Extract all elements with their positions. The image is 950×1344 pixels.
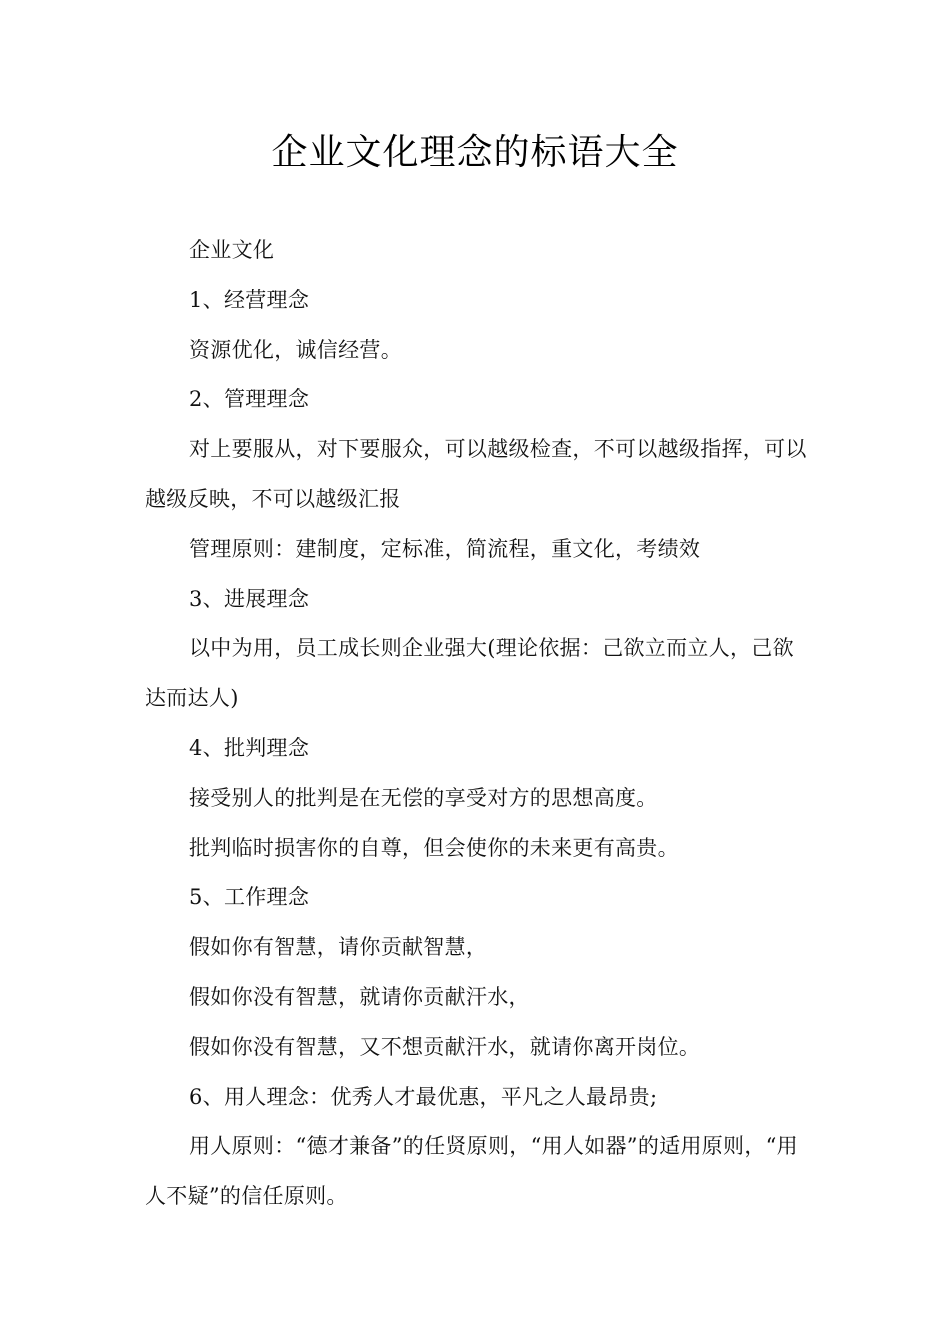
- paragraph-talent-principles: 用人原则：“德才兼备”的任贤原则，“用人如器”的适用原则，“用人不疑”的信任原则。: [145, 1134, 798, 1209]
- paragraph-work-2: 假如你没有智慧，就请你贡献汗水，: [189, 984, 530, 1009]
- document-title: 企业文化理念的标语大全: [271, 132, 679, 173]
- paragraph-work-1: 假如你有智慧，请你贡献智慧，: [189, 935, 488, 960]
- paragraph-heading-criticism-philosophy: 4、批判理念: [189, 735, 310, 760]
- paragraph-heading-development-philosophy: 3、进展理念: [189, 586, 310, 611]
- paragraph-heading-business-philosophy: 1、经营理念: [189, 287, 310, 312]
- paragraph-development-philosophy: 以中为用，员工成长则企业强大(理论依据：己欲立而立人，己欲达而达人): [145, 636, 794, 711]
- paragraph-heading-management-philosophy: 2、管理理念: [189, 387, 310, 412]
- paragraph-heading-work-philosophy: 5、工作理念: [189, 885, 310, 910]
- paragraph-criticism-1: 接受别人的批判是在无偿的享受对方的思想高度。: [189, 785, 658, 810]
- paragraph-section-heading: 企业文化: [189, 238, 275, 262]
- paragraph-criticism-2: 批判临时损害你的自尊，但会使你的未来更有高贵。: [189, 835, 679, 860]
- paragraph-talent-philosophy: 6、用人理念：优秀人才最优惠，平凡之人最昂贵;: [189, 1084, 658, 1109]
- paragraph-management-principles: 管理原则：建制度，定标准，简流程，重文化，考绩效: [189, 536, 701, 561]
- document-body: [145, 226, 807, 1222]
- paragraph-management-philosophy: 对上要服从，对下要服众，可以越级检查，不可以越级指挥，可以越级反映，不可以越级汇报: [145, 437, 807, 511]
- paragraph-work-3: 假如你没有智慧，又不想贡献汗水，就请你离开岗位。: [189, 1034, 701, 1059]
- paragraph-business-philosophy: 资源优化，诚信经营。: [189, 337, 402, 362]
